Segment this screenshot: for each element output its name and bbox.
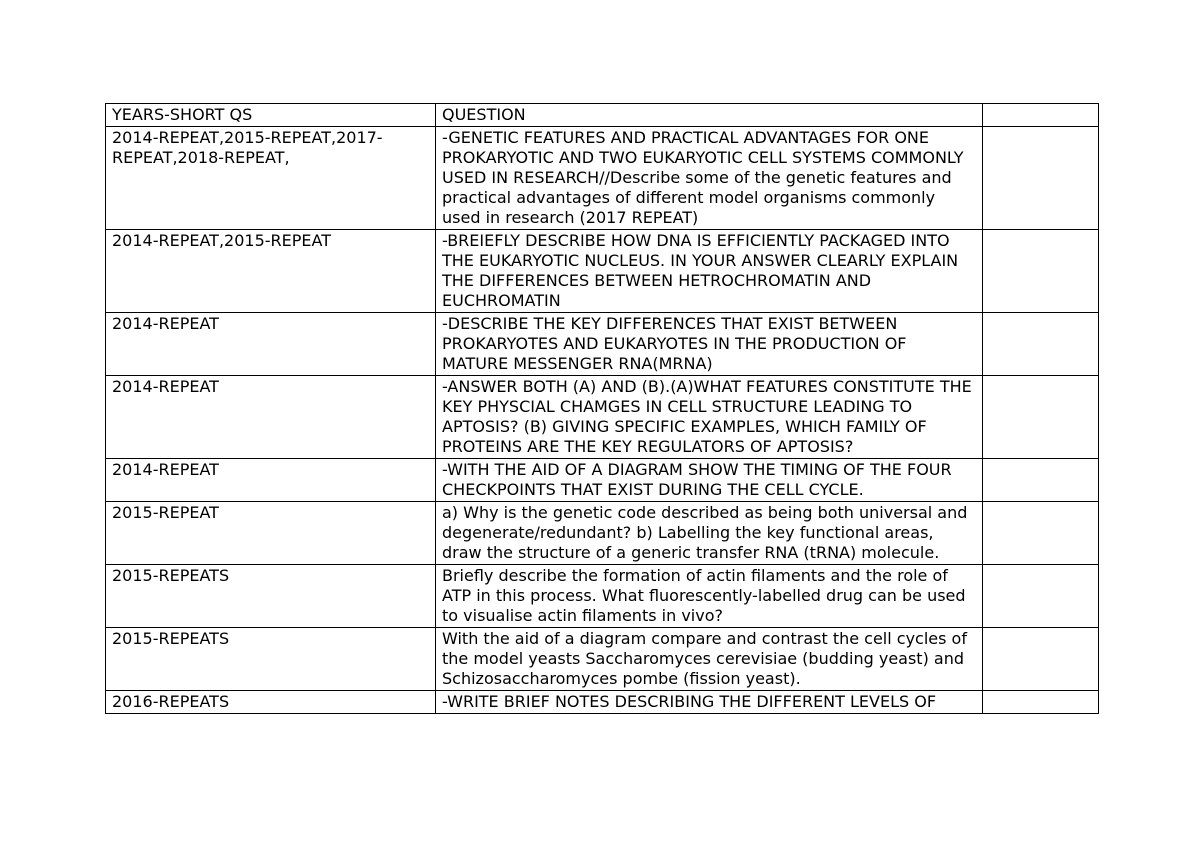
question-cell: With the aid of a diagram compare and contrast the cell cycles of the model yeasts Saccharomyces cerevisiae (budding yeast) and Schizosaccharomyces pombe (fission yeast).: [436, 628, 983, 691]
table-row: [106, 459, 1099, 502]
col-header-extra: [983, 104, 1099, 127]
extra-cell: [983, 313, 1099, 376]
table-row: [106, 691, 1099, 714]
years-cell: 2016-REPEATS: [106, 691, 436, 714]
question-cell: -BREIEFLY DESCRIBE HOW DNA IS EFFICIENTLY PACKAGED INTO THE EUKARYOTIC NUCLEUS. IN YOUR ANSWER CLEARLY EXPLAIN THE DIFFERENCES BETWEEN HETROCHROMATIN AND EUCHROMATIN: [436, 230, 983, 313]
question-cell: -GENETIC FEATURES AND PRACTICAL ADVANTAGES FOR ONE PROKARYOTIC AND TWO EUKARYOTIC CELL SYSTEMS COMMONLY USED IN RESEARCH//Describe some of the genetic features and practical advantages of different model organisms commonly used in research (2017 REPEAT): [436, 127, 983, 230]
extra-cell: [983, 628, 1099, 691]
years-cell: 2015-REPEAT: [106, 502, 436, 565]
years-cell: 2015-REPEATS: [106, 565, 436, 628]
table-row: [106, 230, 1099, 313]
table-row: [106, 127, 1099, 230]
extra-cell: [983, 230, 1099, 313]
col-header-years: YEARS-SHORT QS: [106, 104, 436, 127]
table-row: [106, 376, 1099, 459]
question-cell: -DESCRIBE THE KEY DIFFERENCES THAT EXIST BETWEEN PROKARYOTES AND EUKARYOTES IN THE PRODUCTION OF MATURE MESSENGER RNA(MRNA): [436, 313, 983, 376]
extra-cell: [983, 459, 1099, 502]
header-row: [106, 104, 1099, 127]
table-row: [106, 313, 1099, 376]
table-row: [106, 565, 1099, 628]
extra-cell: [983, 376, 1099, 459]
extra-cell: [983, 127, 1099, 230]
question-cell: -ANSWER BOTH (A) AND (B).(A)WHAT FEATURES CONSTITUTE THE KEY PHYSCIAL CHAMGES IN CELL STRUCTURE LEADING TO APTOSIS? (B) GIVING SPECIFIC EXAMPLES, WHICH FAMILY OF PROTEINS ARE THE KEY REGULATORS OF APTOSIS?: [436, 376, 983, 459]
years-cell: 2014-REPEAT: [106, 313, 436, 376]
question-cell: Briefly describe the formation of actin filaments and the role of ATP in this process. What fluorescently-labelled drug can be used to visualise actin filaments in vivo?: [436, 565, 983, 628]
col-header-question: QUESTION: [436, 104, 983, 127]
questions-table: [105, 103, 1099, 714]
extra-cell: [983, 565, 1099, 628]
years-cell: 2015-REPEATS: [106, 628, 436, 691]
question-cell: -WITH THE AID OF A DIAGRAM SHOW THE TIMING OF THE FOUR CHECKPOINTS THAT EXIST DURING THE CELL CYCLE.: [436, 459, 983, 502]
years-cell: 2014-REPEAT: [106, 376, 436, 459]
table-body: [106, 127, 1099, 714]
table-row: [106, 628, 1099, 691]
table-row: [106, 502, 1099, 565]
years-cell: 2014-REPEAT,2015-REPEAT: [106, 230, 436, 313]
years-cell: 2014-REPEAT: [106, 459, 436, 502]
extra-cell: [983, 502, 1099, 565]
question-cell: a) Why is the genetic code described as being both universal and degenerate/redundant? b) Labelling the key functional areas, draw the structure of a generic transfer RNA (tRNA) molecule.: [436, 502, 983, 565]
extra-cell: [983, 691, 1099, 714]
years-cell: 2014-REPEAT,2015-REPEAT,2017-REPEAT,2018-REPEAT,: [106, 127, 436, 230]
question-cell: -WRITE BRIEF NOTES DESCRIBING THE DIFFERENT LEVELS OF: [436, 691, 983, 714]
